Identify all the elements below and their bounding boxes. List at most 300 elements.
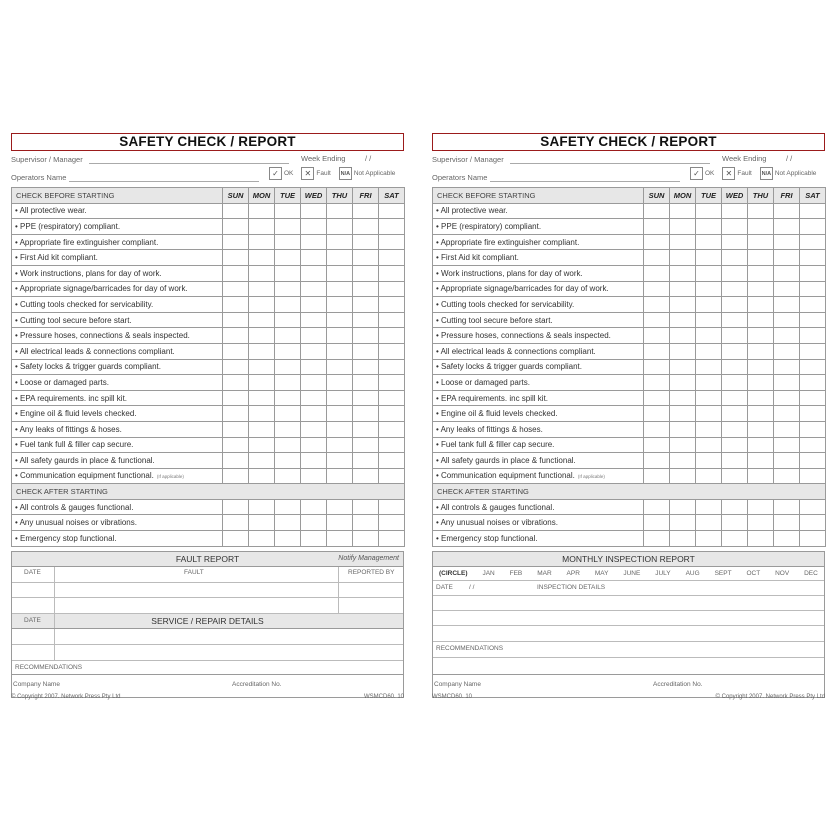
check-cell[interactable] bbox=[800, 312, 826, 328]
check-cell[interactable] bbox=[353, 297, 379, 313]
check-cell[interactable] bbox=[774, 328, 800, 344]
check-cell[interactable] bbox=[644, 297, 670, 313]
check-cell[interactable] bbox=[748, 515, 774, 531]
check-cell[interactable] bbox=[670, 453, 696, 469]
check-cell[interactable] bbox=[774, 343, 800, 359]
check-cell[interactable] bbox=[800, 437, 826, 453]
check-cell[interactable] bbox=[379, 328, 405, 344]
supervisor-line[interactable] bbox=[89, 163, 289, 164]
check-cell[interactable] bbox=[301, 219, 327, 235]
check-cell[interactable] bbox=[327, 468, 353, 484]
check-cell[interactable] bbox=[670, 515, 696, 531]
check-cell[interactable] bbox=[223, 421, 249, 437]
check-cell[interactable] bbox=[696, 297, 722, 313]
check-cell[interactable] bbox=[800, 297, 826, 313]
check-cell[interactable] bbox=[353, 234, 379, 250]
check-cell[interactable] bbox=[670, 531, 696, 547]
check-cell[interactable] bbox=[800, 531, 826, 547]
check-cell[interactable] bbox=[644, 359, 670, 375]
check-cell[interactable] bbox=[301, 406, 327, 422]
check-cell[interactable] bbox=[379, 375, 405, 391]
check-cell[interactable] bbox=[301, 375, 327, 391]
check-cell[interactable] bbox=[379, 468, 405, 484]
check-cell[interactable] bbox=[379, 515, 405, 531]
check-cell[interactable] bbox=[301, 499, 327, 515]
check-cell[interactable] bbox=[644, 531, 670, 547]
check-cell[interactable] bbox=[301, 453, 327, 469]
check-cell[interactable] bbox=[353, 312, 379, 328]
check-cell[interactable] bbox=[275, 312, 301, 328]
check-cell[interactable] bbox=[722, 437, 748, 453]
check-cell[interactable] bbox=[353, 375, 379, 391]
check-cell[interactable] bbox=[327, 328, 353, 344]
check-cell[interactable] bbox=[249, 515, 275, 531]
check-cell[interactable] bbox=[379, 265, 405, 281]
check-cell[interactable] bbox=[800, 203, 826, 219]
check-cell[interactable] bbox=[301, 531, 327, 547]
check-cell[interactable] bbox=[379, 437, 405, 453]
check-cell[interactable] bbox=[722, 453, 748, 469]
check-cell[interactable] bbox=[696, 499, 722, 515]
check-cell[interactable] bbox=[696, 421, 722, 437]
check-cell[interactable] bbox=[275, 343, 301, 359]
check-cell[interactable] bbox=[223, 468, 249, 484]
month-option[interactable]: NOV bbox=[775, 569, 790, 577]
check-cell[interactable] bbox=[223, 265, 249, 281]
check-cell[interactable] bbox=[353, 406, 379, 422]
check-cell[interactable] bbox=[800, 390, 826, 406]
check-cell[interactable] bbox=[301, 281, 327, 297]
recommendations-row[interactable] bbox=[433, 642, 824, 673]
check-cell[interactable] bbox=[353, 515, 379, 531]
check-cell[interactable] bbox=[748, 437, 774, 453]
check-cell[interactable] bbox=[670, 499, 696, 515]
check-cell[interactable] bbox=[353, 499, 379, 515]
month-option[interactable]: FEB bbox=[509, 569, 523, 577]
check-cell[interactable] bbox=[223, 499, 249, 515]
check-cell[interactable] bbox=[353, 343, 379, 359]
check-cell[interactable] bbox=[327, 203, 353, 219]
check-cell[interactable] bbox=[800, 359, 826, 375]
check-cell[interactable] bbox=[327, 406, 353, 422]
check-cell[interactable] bbox=[644, 453, 670, 469]
check-cell[interactable] bbox=[722, 281, 748, 297]
check-cell[interactable] bbox=[223, 328, 249, 344]
check-cell[interactable] bbox=[327, 265, 353, 281]
check-cell[interactable] bbox=[748, 453, 774, 469]
check-cell[interactable] bbox=[223, 297, 249, 313]
check-cell[interactable] bbox=[670, 375, 696, 391]
check-cell[interactable] bbox=[722, 312, 748, 328]
check-cell[interactable] bbox=[748, 390, 774, 406]
check-cell[interactable] bbox=[223, 250, 249, 266]
check-cell[interactable] bbox=[249, 359, 275, 375]
operator-line[interactable] bbox=[69, 181, 259, 182]
check-cell[interactable] bbox=[327, 234, 353, 250]
check-cell[interactable] bbox=[223, 531, 249, 547]
check-cell[interactable] bbox=[301, 297, 327, 313]
recommendations-row[interactable] bbox=[12, 661, 403, 675]
check-cell[interactable] bbox=[644, 312, 670, 328]
fault-entry[interactable] bbox=[12, 567, 403, 614]
check-cell[interactable] bbox=[722, 219, 748, 235]
check-cell[interactable] bbox=[353, 468, 379, 484]
check-cell[interactable] bbox=[327, 421, 353, 437]
check-cell[interactable] bbox=[644, 515, 670, 531]
check-cell[interactable] bbox=[301, 468, 327, 484]
check-cell[interactable] bbox=[800, 421, 826, 437]
check-cell[interactable] bbox=[722, 265, 748, 281]
check-cell[interactable] bbox=[696, 219, 722, 235]
check-cell[interactable] bbox=[353, 390, 379, 406]
check-cell[interactable] bbox=[748, 359, 774, 375]
check-cell[interactable] bbox=[249, 421, 275, 437]
check-cell[interactable] bbox=[327, 437, 353, 453]
check-cell[interactable] bbox=[670, 437, 696, 453]
month-option[interactable]: JUNE bbox=[623, 569, 641, 577]
check-cell[interactable] bbox=[301, 421, 327, 437]
check-cell[interactable] bbox=[327, 531, 353, 547]
check-cell[interactable] bbox=[223, 312, 249, 328]
check-cell[interactable] bbox=[223, 375, 249, 391]
check-cell[interactable] bbox=[774, 219, 800, 235]
check-cell[interactable] bbox=[353, 531, 379, 547]
check-cell[interactable] bbox=[722, 203, 748, 219]
check-cell[interactable] bbox=[696, 328, 722, 344]
check-cell[interactable] bbox=[379, 499, 405, 515]
check-cell[interactable] bbox=[644, 375, 670, 391]
check-cell[interactable] bbox=[644, 406, 670, 422]
check-cell[interactable] bbox=[800, 250, 826, 266]
check-cell[interactable] bbox=[644, 234, 670, 250]
check-cell[interactable] bbox=[644, 343, 670, 359]
check-cell[interactable] bbox=[722, 531, 748, 547]
check-cell[interactable] bbox=[800, 343, 826, 359]
check-cell[interactable] bbox=[249, 203, 275, 219]
check-cell[interactable] bbox=[353, 453, 379, 469]
check-cell[interactable] bbox=[670, 468, 696, 484]
check-cell[interactable] bbox=[249, 406, 275, 422]
check-cell[interactable] bbox=[774, 297, 800, 313]
check-cell[interactable] bbox=[249, 265, 275, 281]
check-cell[interactable] bbox=[379, 359, 405, 375]
check-cell[interactable] bbox=[774, 437, 800, 453]
check-cell[interactable] bbox=[327, 453, 353, 469]
check-cell[interactable] bbox=[722, 499, 748, 515]
check-cell[interactable] bbox=[353, 203, 379, 219]
check-cell[interactable] bbox=[748, 234, 774, 250]
check-cell[interactable] bbox=[644, 421, 670, 437]
check-cell[interactable] bbox=[353, 219, 379, 235]
check-cell[interactable] bbox=[670, 297, 696, 313]
check-cell[interactable] bbox=[223, 281, 249, 297]
check-cell[interactable] bbox=[275, 234, 301, 250]
check-cell[interactable] bbox=[800, 234, 826, 250]
check-cell[interactable] bbox=[748, 421, 774, 437]
check-cell[interactable] bbox=[223, 437, 249, 453]
check-cell[interactable] bbox=[249, 281, 275, 297]
check-cell[interactable] bbox=[327, 375, 353, 391]
check-cell[interactable] bbox=[748, 219, 774, 235]
check-cell[interactable] bbox=[722, 468, 748, 484]
check-cell[interactable] bbox=[696, 531, 722, 547]
check-cell[interactable] bbox=[722, 406, 748, 422]
month-option[interactable]: SEPT bbox=[714, 569, 732, 577]
check-cell[interactable] bbox=[275, 437, 301, 453]
check-cell[interactable] bbox=[800, 265, 826, 281]
check-cell[interactable] bbox=[722, 390, 748, 406]
check-cell[interactable] bbox=[379, 250, 405, 266]
check-cell[interactable] bbox=[275, 499, 301, 515]
check-cell[interactable] bbox=[223, 234, 249, 250]
check-cell[interactable] bbox=[644, 281, 670, 297]
check-cell[interactable] bbox=[748, 297, 774, 313]
check-cell[interactable] bbox=[696, 390, 722, 406]
check-cell[interactable] bbox=[223, 390, 249, 406]
check-cell[interactable] bbox=[327, 343, 353, 359]
month-option[interactable]: JAN bbox=[482, 569, 495, 577]
check-cell[interactable] bbox=[249, 531, 275, 547]
check-cell[interactable] bbox=[353, 265, 379, 281]
check-cell[interactable] bbox=[223, 515, 249, 531]
check-cell[interactable] bbox=[800, 453, 826, 469]
check-cell[interactable] bbox=[223, 453, 249, 469]
check-cell[interactable] bbox=[301, 390, 327, 406]
check-cell[interactable] bbox=[301, 359, 327, 375]
check-cell[interactable] bbox=[696, 250, 722, 266]
check-cell[interactable] bbox=[722, 421, 748, 437]
check-cell[interactable] bbox=[379, 390, 405, 406]
check-cell[interactable] bbox=[696, 281, 722, 297]
check-cell[interactable] bbox=[644, 468, 670, 484]
check-cell[interactable] bbox=[301, 250, 327, 266]
check-cell[interactable] bbox=[670, 359, 696, 375]
inspection-entry[interactable] bbox=[433, 581, 824, 642]
check-cell[interactable] bbox=[353, 281, 379, 297]
check-cell[interactable] bbox=[644, 265, 670, 281]
check-cell[interactable] bbox=[223, 203, 249, 219]
month-option[interactable]: JULY bbox=[655, 569, 671, 577]
check-cell[interactable] bbox=[353, 359, 379, 375]
check-cell[interactable] bbox=[379, 281, 405, 297]
check-cell[interactable] bbox=[379, 203, 405, 219]
check-cell[interactable] bbox=[327, 515, 353, 531]
check-cell[interactable] bbox=[696, 312, 722, 328]
check-cell[interactable] bbox=[644, 203, 670, 219]
check-cell[interactable] bbox=[774, 359, 800, 375]
check-cell[interactable] bbox=[379, 421, 405, 437]
check-cell[interactable] bbox=[249, 343, 275, 359]
check-cell[interactable] bbox=[644, 250, 670, 266]
check-cell[interactable] bbox=[644, 499, 670, 515]
supervisor-line[interactable] bbox=[510, 163, 710, 164]
check-cell[interactable] bbox=[301, 265, 327, 281]
check-cell[interactable] bbox=[696, 406, 722, 422]
check-cell[interactable] bbox=[327, 499, 353, 515]
check-cell[interactable] bbox=[774, 499, 800, 515]
check-cell[interactable] bbox=[275, 219, 301, 235]
check-cell[interactable] bbox=[748, 203, 774, 219]
check-cell[interactable] bbox=[223, 359, 249, 375]
check-cell[interactable] bbox=[379, 312, 405, 328]
check-cell[interactable] bbox=[748, 312, 774, 328]
check-cell[interactable] bbox=[696, 234, 722, 250]
check-cell[interactable] bbox=[275, 531, 301, 547]
month-option[interactable]: OCT bbox=[746, 569, 761, 577]
check-cell[interactable] bbox=[748, 468, 774, 484]
check-cell[interactable] bbox=[800, 515, 826, 531]
check-cell[interactable] bbox=[774, 453, 800, 469]
check-cell[interactable] bbox=[249, 375, 275, 391]
check-cell[interactable] bbox=[275, 297, 301, 313]
check-cell[interactable] bbox=[722, 328, 748, 344]
month-option[interactable]: DEC bbox=[804, 569, 818, 577]
check-cell[interactable] bbox=[327, 312, 353, 328]
check-cell[interactable] bbox=[670, 343, 696, 359]
check-cell[interactable] bbox=[722, 359, 748, 375]
check-cell[interactable] bbox=[301, 515, 327, 531]
check-cell[interactable] bbox=[722, 515, 748, 531]
check-cell[interactable] bbox=[774, 234, 800, 250]
check-cell[interactable] bbox=[249, 453, 275, 469]
check-cell[interactable] bbox=[379, 297, 405, 313]
check-cell[interactable] bbox=[774, 421, 800, 437]
check-cell[interactable] bbox=[327, 219, 353, 235]
check-cell[interactable] bbox=[670, 219, 696, 235]
check-cell[interactable] bbox=[722, 343, 748, 359]
check-cell[interactable] bbox=[774, 265, 800, 281]
check-cell[interactable] bbox=[696, 203, 722, 219]
check-cell[interactable] bbox=[670, 421, 696, 437]
check-cell[interactable] bbox=[800, 219, 826, 235]
check-cell[interactable] bbox=[748, 281, 774, 297]
check-cell[interactable] bbox=[379, 406, 405, 422]
check-cell[interactable] bbox=[275, 203, 301, 219]
check-cell[interactable] bbox=[249, 219, 275, 235]
check-cell[interactable] bbox=[327, 390, 353, 406]
check-cell[interactable] bbox=[249, 234, 275, 250]
check-cell[interactable] bbox=[774, 203, 800, 219]
check-cell[interactable] bbox=[748, 406, 774, 422]
check-cell[interactable] bbox=[800, 375, 826, 391]
check-cell[interactable] bbox=[748, 265, 774, 281]
check-cell[interactable] bbox=[353, 250, 379, 266]
check-cell[interactable] bbox=[696, 453, 722, 469]
check-cell[interactable] bbox=[644, 390, 670, 406]
check-cell[interactable] bbox=[748, 531, 774, 547]
check-cell[interactable] bbox=[774, 468, 800, 484]
check-cell[interactable] bbox=[774, 312, 800, 328]
check-cell[interactable] bbox=[301, 234, 327, 250]
check-cell[interactable] bbox=[774, 390, 800, 406]
month-option[interactable]: AUG bbox=[685, 569, 700, 577]
check-cell[interactable] bbox=[223, 219, 249, 235]
check-cell[interactable] bbox=[223, 343, 249, 359]
operator-line[interactable] bbox=[490, 181, 680, 182]
check-cell[interactable] bbox=[748, 375, 774, 391]
check-cell[interactable] bbox=[275, 375, 301, 391]
check-cell[interactable] bbox=[249, 390, 275, 406]
check-cell[interactable] bbox=[800, 406, 826, 422]
month-option[interactable]: APR bbox=[566, 569, 580, 577]
check-cell[interactable] bbox=[275, 281, 301, 297]
check-cell[interactable] bbox=[327, 250, 353, 266]
check-cell[interactable] bbox=[379, 531, 405, 547]
check-cell[interactable] bbox=[722, 250, 748, 266]
month-option[interactable]: MAR bbox=[537, 569, 552, 577]
check-cell[interactable] bbox=[249, 328, 275, 344]
check-cell[interactable] bbox=[327, 297, 353, 313]
check-cell[interactable] bbox=[275, 390, 301, 406]
month-option[interactable]: MAY bbox=[594, 569, 609, 577]
check-cell[interactable] bbox=[353, 437, 379, 453]
check-cell[interactable] bbox=[379, 453, 405, 469]
check-cell[interactable] bbox=[275, 515, 301, 531]
check-cell[interactable] bbox=[249, 437, 275, 453]
check-cell[interactable] bbox=[696, 359, 722, 375]
check-cell[interactable] bbox=[249, 297, 275, 313]
check-cell[interactable] bbox=[722, 297, 748, 313]
check-cell[interactable] bbox=[644, 437, 670, 453]
check-cell[interactable] bbox=[275, 265, 301, 281]
check-cell[interactable] bbox=[301, 437, 327, 453]
check-cell[interactable] bbox=[748, 499, 774, 515]
check-cell[interactable] bbox=[748, 250, 774, 266]
check-cell[interactable] bbox=[800, 328, 826, 344]
check-cell[interactable] bbox=[774, 406, 800, 422]
check-cell[interactable] bbox=[327, 359, 353, 375]
check-cell[interactable] bbox=[774, 281, 800, 297]
check-cell[interactable] bbox=[275, 453, 301, 469]
check-cell[interactable] bbox=[670, 281, 696, 297]
check-cell[interactable] bbox=[774, 515, 800, 531]
check-cell[interactable] bbox=[670, 250, 696, 266]
check-cell[interactable] bbox=[327, 281, 353, 297]
check-cell[interactable] bbox=[800, 281, 826, 297]
check-cell[interactable] bbox=[223, 406, 249, 422]
check-cell[interactable] bbox=[379, 234, 405, 250]
check-cell[interactable] bbox=[301, 203, 327, 219]
check-cell[interactable] bbox=[249, 312, 275, 328]
check-cell[interactable] bbox=[301, 312, 327, 328]
check-cell[interactable] bbox=[696, 515, 722, 531]
check-cell[interactable] bbox=[696, 343, 722, 359]
check-cell[interactable] bbox=[670, 312, 696, 328]
check-cell[interactable] bbox=[670, 328, 696, 344]
check-cell[interactable] bbox=[774, 531, 800, 547]
check-cell[interactable] bbox=[670, 406, 696, 422]
check-cell[interactable] bbox=[748, 328, 774, 344]
check-cell[interactable] bbox=[275, 468, 301, 484]
check-cell[interactable] bbox=[301, 328, 327, 344]
check-cell[interactable] bbox=[670, 390, 696, 406]
check-cell[interactable] bbox=[670, 234, 696, 250]
check-cell[interactable] bbox=[696, 265, 722, 281]
check-cell[interactable] bbox=[696, 468, 722, 484]
check-cell[interactable] bbox=[249, 499, 275, 515]
check-cell[interactable] bbox=[670, 203, 696, 219]
check-cell[interactable] bbox=[353, 421, 379, 437]
check-cell[interactable] bbox=[748, 343, 774, 359]
check-cell[interactable] bbox=[800, 468, 826, 484]
check-cell[interactable] bbox=[275, 359, 301, 375]
check-cell[interactable] bbox=[249, 468, 275, 484]
check-cell[interactable] bbox=[275, 328, 301, 344]
check-cell[interactable] bbox=[275, 250, 301, 266]
check-cell[interactable] bbox=[275, 421, 301, 437]
check-cell[interactable] bbox=[670, 265, 696, 281]
check-cell[interactable] bbox=[696, 437, 722, 453]
